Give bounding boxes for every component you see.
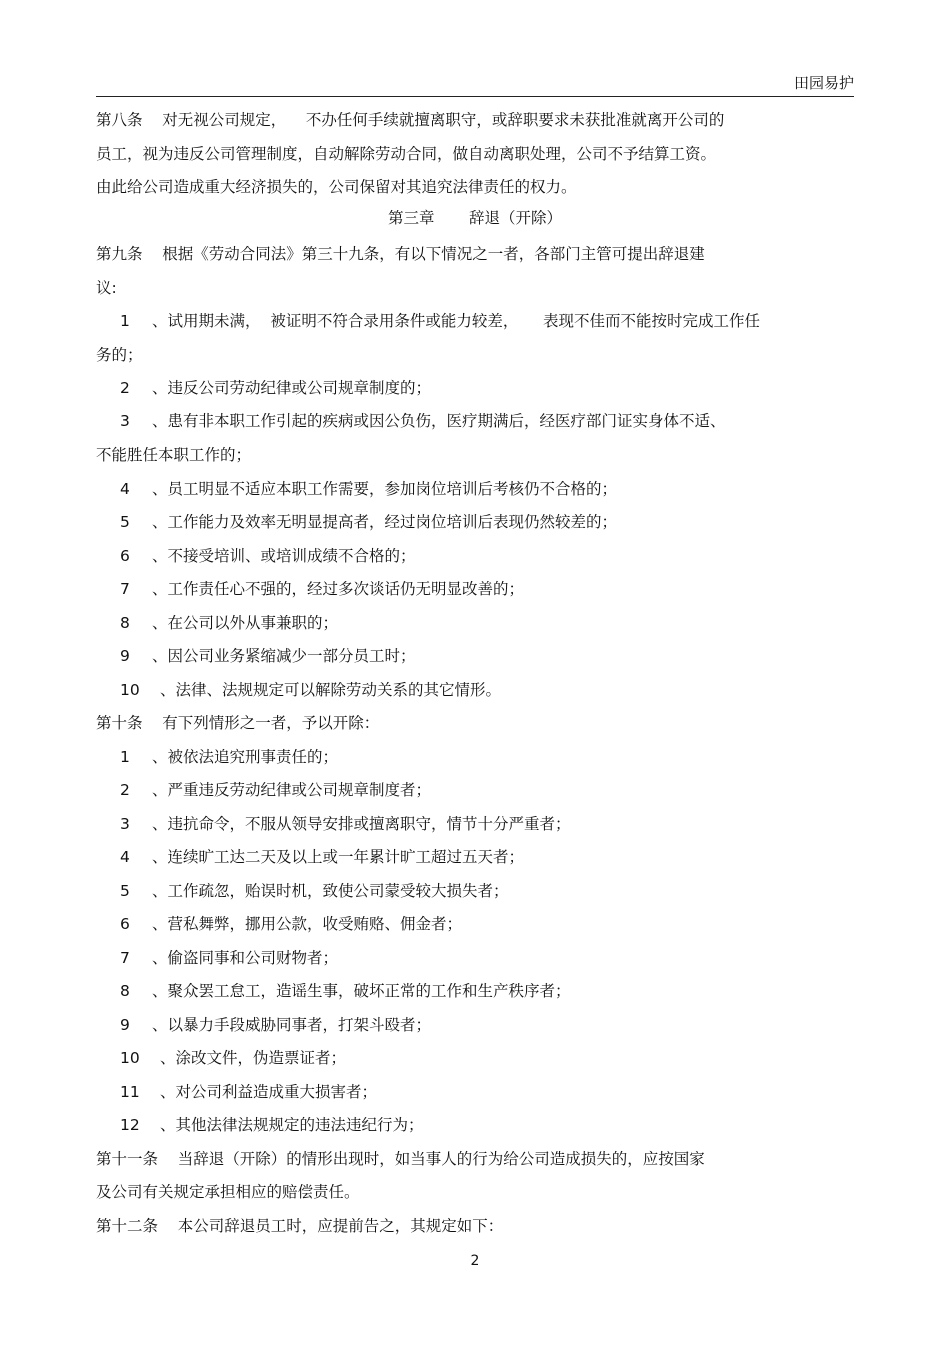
art9-line2: 议:: [96, 279, 117, 297]
art9-item-10: [120, 680, 501, 700]
chapter-heading: 第三章 辞退（开除）: [388, 209, 562, 227]
item-number: 7: [120, 580, 130, 598]
art9-item-3: [120, 411, 726, 431]
item-text: 、试用期未满， 被证明不符合录用条件或能力较差， 表现不佳而不能按时完成工作任: [152, 312, 760, 330]
item-number: 6: [120, 547, 130, 565]
item-text: 、法律、法规规定可以解除劳动关系的其它情形。: [160, 681, 502, 699]
art9-item-1: [120, 311, 760, 331]
item-number: 5: [120, 513, 130, 531]
item-number: 11: [120, 1083, 140, 1101]
art12-line1: 第十二条 本公司辞退员工时，应提前告之，其规定如下：: [96, 1217, 504, 1235]
item-number: 10: [120, 1049, 140, 1067]
art9-item-2: [120, 378, 431, 398]
art8-line3: 由此给公司造成重大经济损失的，公司保留对其追究法律责任的权力。: [96, 178, 577, 196]
item-text: 、患有非本职工作引起的疾病或因公负伤，医疗期满后，经医疗部门证实身体不适、: [152, 412, 726, 430]
item-text: 、严重违反劳动纪律或公司规章制度者；: [152, 781, 432, 799]
art9-item-1-cont: 务的；: [96, 346, 143, 364]
item-text: 、工作能力及效率无明显提高者，经过岗位培训后表现仍然较差的；: [152, 513, 618, 531]
page-number: 2: [470, 1253, 480, 1269]
item-text: 、在公司以外从事兼职的；: [152, 614, 339, 632]
art9-line1: 第九条 根据《劳动合同法》第三十九条，有以下情况之一者，各部门主管可提出辞退建: [96, 245, 705, 263]
art11-line1: 第十一条 当辞退（开除）的情形出现时，如当事人的行为给公司造成损失的，应按国家: [96, 1150, 705, 1168]
item-number: 2: [120, 781, 130, 799]
art10-item-3: [120, 814, 571, 834]
item-number: 7: [120, 949, 130, 967]
item-text: 、违反公司劳动纪律或公司规章制度的；: [152, 379, 432, 397]
art10-item-5: [120, 881, 509, 901]
item-number: 12: [120, 1116, 140, 1134]
art10-item-12: [120, 1115, 424, 1135]
art9-item-7: [120, 579, 524, 599]
art10-item-11: [120, 1082, 377, 1102]
art9-item-6: [120, 546, 416, 566]
item-text: 、对公司利益造成重大损害者；: [160, 1083, 378, 1101]
item-number: 3: [120, 412, 130, 430]
art10-item-1: [120, 747, 338, 767]
item-text: 、因公司业务紧缩减少一部分员工时；: [152, 647, 416, 665]
item-number: 1: [120, 312, 130, 330]
art10-item-9: [120, 1015, 431, 1035]
item-text: 、违抗命令，不服从领导安排或擅离职守，情节十分严重者；: [152, 815, 571, 833]
item-text: 、聚众罢工怠工，造谣生事，破坏正常的工作和生产秩序者；: [152, 982, 571, 1000]
item-number: 8: [120, 982, 130, 1000]
item-text: 、涂改文件，伪造票证者；: [160, 1049, 347, 1067]
item-text: 、工作责任心不强的，经过多次谈话仍无明显改善的；: [152, 580, 525, 598]
item-text: 、营私舞弊，挪用公款，收受贿赂、佣金者；: [152, 915, 463, 933]
header-title: 田园易护: [793, 74, 854, 92]
art10-line1: 第十条 有下列情形之一者，予以开除：: [96, 714, 380, 732]
page-header: [96, 70, 854, 97]
item-number: 3: [120, 815, 130, 833]
art10-item-2: [120, 780, 431, 800]
item-number: 5: [120, 882, 130, 900]
art10-item-10: [120, 1048, 346, 1068]
art9-item-8: [120, 613, 338, 633]
art10-item-6: [120, 914, 462, 934]
item-text: 、不接受培训、或培训成绩不合格的；: [152, 547, 416, 565]
item-text: 、员工明显不适应本职工作需要，参加岗位培训后考核仍不合格的；: [152, 480, 618, 498]
item-text: 、偷盗同事和公司财物者；: [152, 949, 339, 967]
item-number: 4: [120, 848, 130, 866]
art8-line2: 员工，视为违反公司管理制度，自动解除劳动合同，做自动离职处理，公司不予结算工资。: [96, 145, 717, 163]
item-number: 2: [120, 379, 130, 397]
item-number: 1: [120, 748, 130, 766]
item-number: 4: [120, 480, 130, 498]
item-number: 9: [120, 647, 130, 665]
art10-item-8: [120, 981, 571, 1001]
art9-item-3-cont: 不能胜任本职工作的；: [96, 446, 252, 464]
item-number: 8: [120, 614, 130, 632]
item-text: 、工作疏忽，贻误时机，致使公司蒙受较大损失者；: [152, 882, 509, 900]
art8-line1: 第八条 对无视公司规定， 不办任何手续就擅离职守，或辞职要求未获批准就离开公司的: [96, 111, 725, 129]
item-text: 、连续旷工达二天及以上或一年累计旷工超过五天者；: [152, 848, 525, 866]
art9-item-9: [120, 646, 416, 666]
item-text: 、以暴力手段威胁同事者，打架斗殴者；: [152, 1016, 432, 1034]
item-number: 6: [120, 915, 130, 933]
art9-item-4: [120, 479, 617, 499]
item-number: 9: [120, 1016, 130, 1034]
art10-item-7: [120, 948, 338, 968]
art9-item-5: [120, 512, 617, 532]
art11-line2: 及公司有关规定承担相应的赔偿责任。: [96, 1183, 360, 1201]
item-number: 10: [120, 681, 140, 699]
item-text: 、其他法律法规规定的违法违纪行为；: [160, 1116, 424, 1134]
art10-item-4: [120, 847, 524, 867]
item-text: 、被依法追究刑事责任的；: [152, 748, 339, 766]
